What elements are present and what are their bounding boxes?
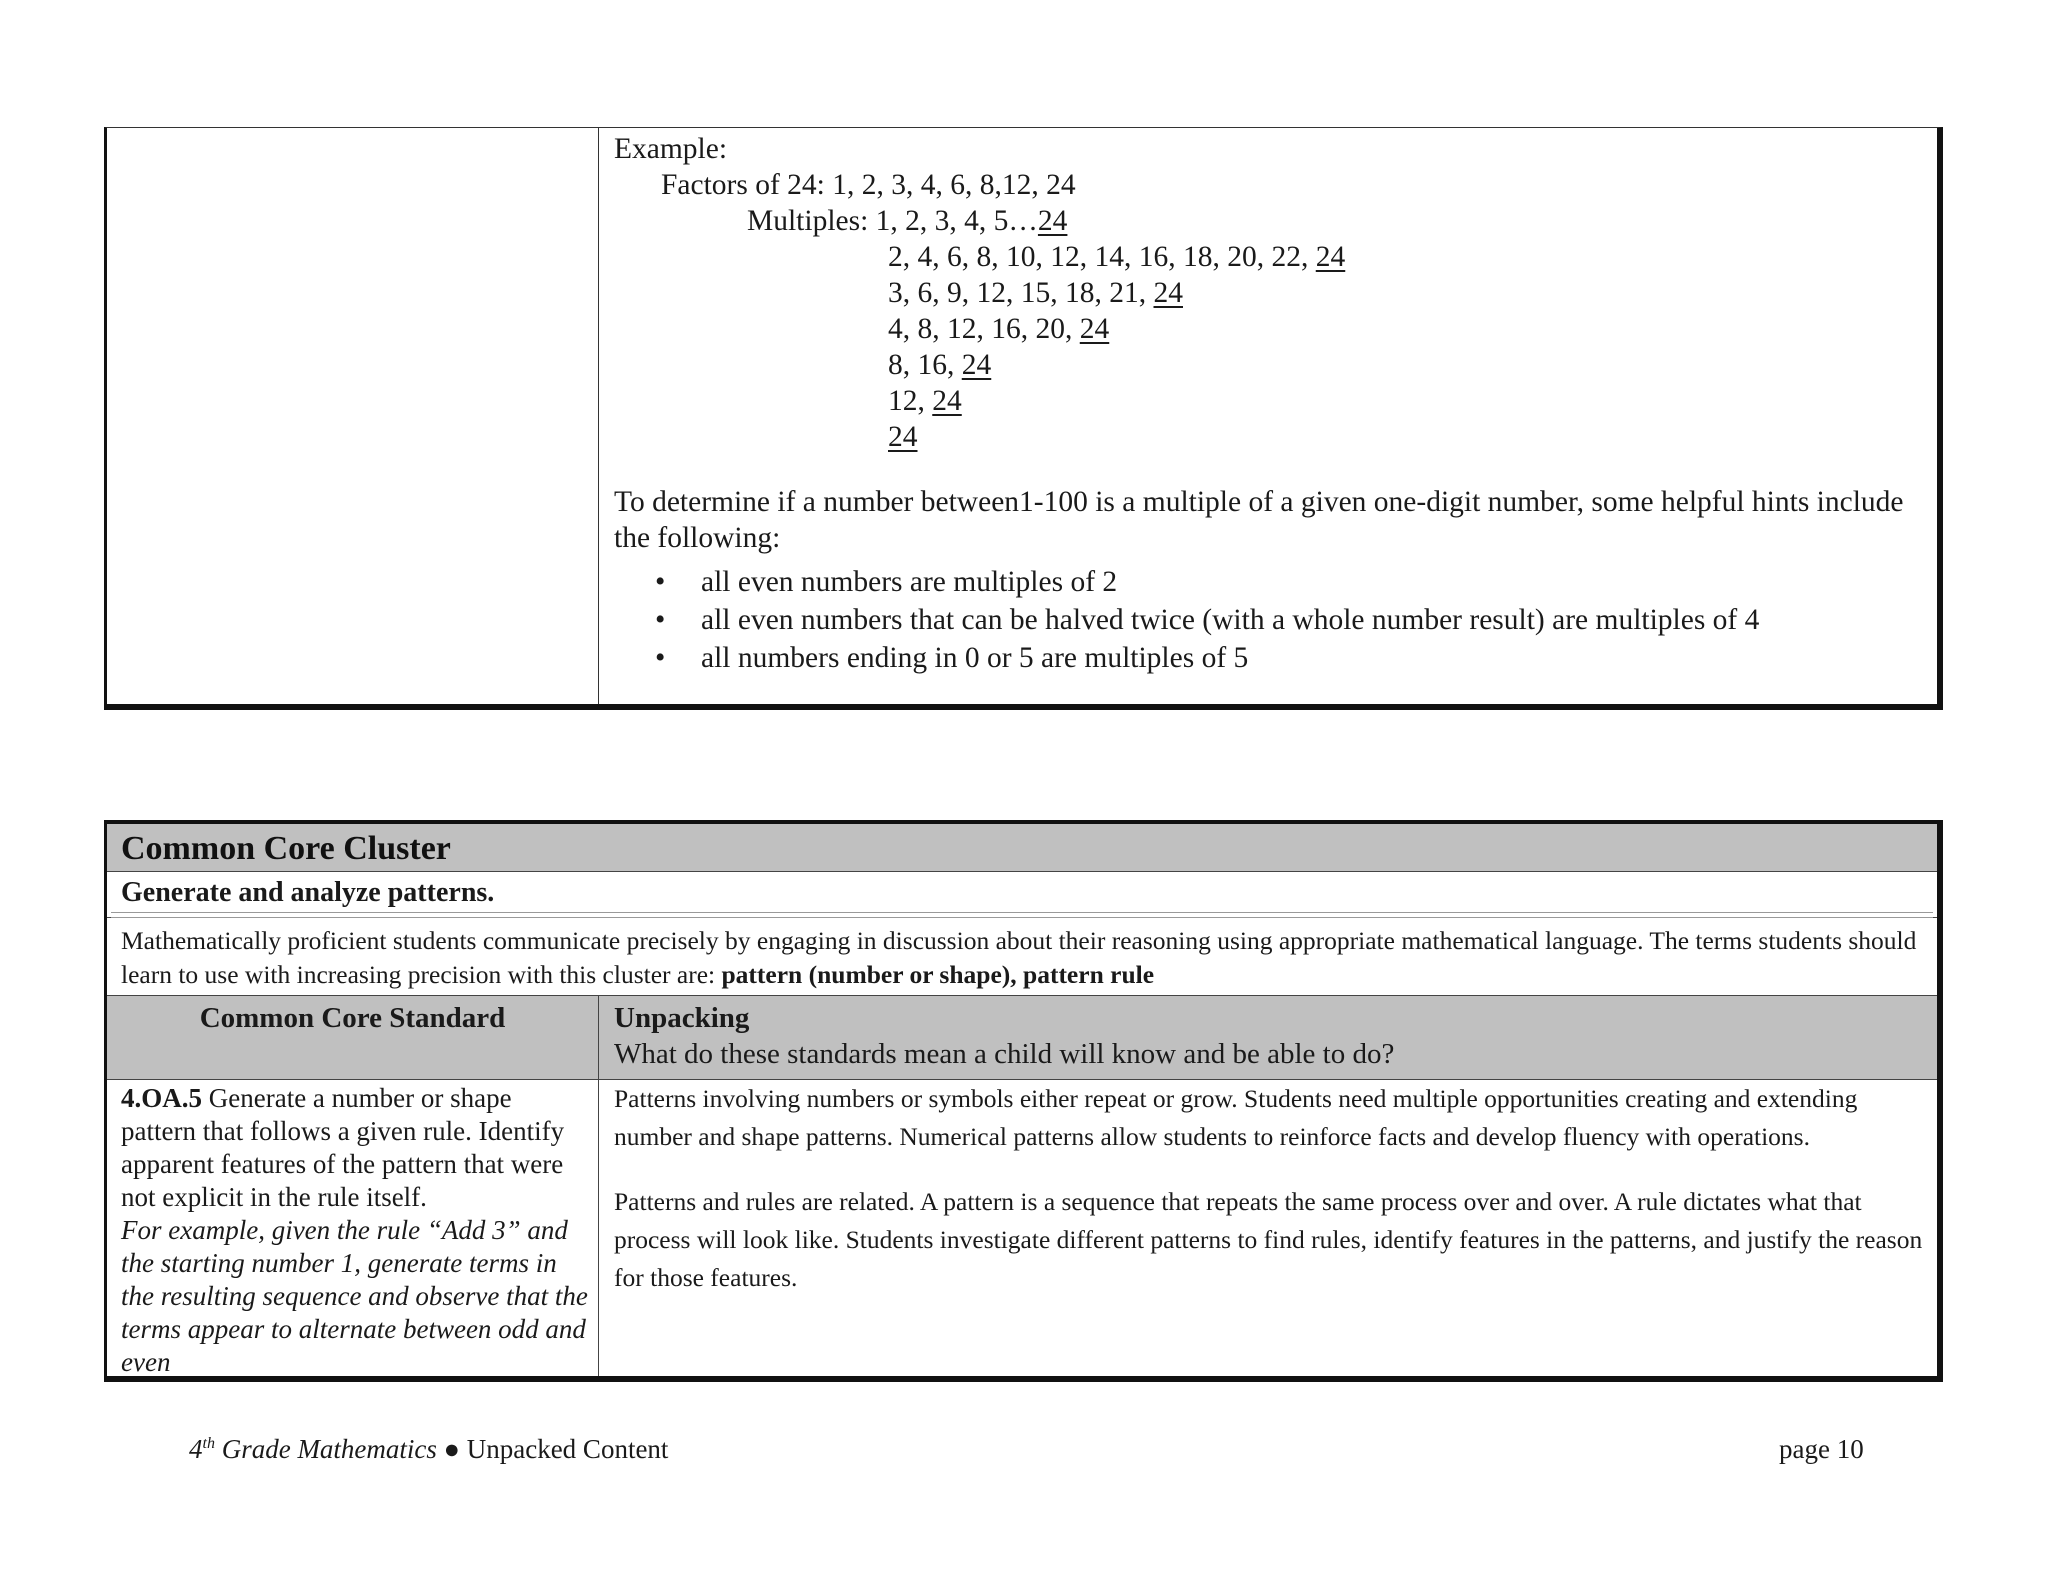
hints-list bbox=[655, 564, 1759, 678]
footer-title: 4th Grade Mathematics ● Unpacked Content bbox=[189, 1434, 669, 1464]
multiples-line: 4, 8, 12, 16, 20, 24 bbox=[888, 313, 1110, 345]
standard-cell bbox=[107, 1080, 599, 1376]
cluster-description-row bbox=[107, 918, 1937, 996]
cluster-table bbox=[104, 820, 1943, 1382]
list-item: • all even numbers are multiples of 2 bbox=[655, 564, 1759, 602]
cluster-description: Mathematically proficient students communicate precisely by engaging in discussion about their reasoning using appropriate mathematical language. The terms students should learn to use with increasing precision with this cluster are: pattern (number or shape), pattern rule bbox=[121, 926, 1917, 989]
factors-multiples-table bbox=[104, 127, 1943, 710]
example-cell bbox=[599, 128, 1937, 704]
cluster-header: Common Core Cluster bbox=[121, 830, 451, 867]
cluster-name-row bbox=[107, 872, 1937, 918]
column-header-row bbox=[107, 996, 1937, 1080]
cluster-name: Generate and analyze patterns. bbox=[121, 877, 495, 908]
multiples-line: 2, 4, 6, 8, 10, 12, 14, 16, 18, 20, 22, 24 bbox=[888, 241, 1346, 273]
unpacking-column-header: Unpacking What do these standards mean a child will know and be able to do? bbox=[614, 1002, 1395, 1070]
standard-text: Generate a number or shape pattern that follows a given rule. Identify apparent features of the pattern that were not explicit in the rule itself. bbox=[121, 1083, 565, 1212]
unpacking-paragraph: Patterns involving numbers or symbols either repeat or grow. Students need multiple opportunities creating and extending number and shape patterns. Numerical patterns allow students to reinforce facts and develop fluency with operations. bbox=[614, 1084, 1858, 1151]
standard-code: 4.OA.5 bbox=[121, 1083, 202, 1113]
cluster-header-row bbox=[107, 824, 1937, 872]
example-label: Example: bbox=[614, 133, 728, 165]
list-item: • all even numbers that can be halved twice (with a whole number result) are multiples of 4 bbox=[655, 602, 1759, 640]
bullet-icon: • bbox=[655, 604, 666, 636]
multiples-line: 12, 24 bbox=[888, 385, 962, 417]
multiples-line: 24 bbox=[888, 421, 918, 453]
cluster-terms: pattern (number or shape), pattern rule bbox=[721, 960, 1155, 989]
bullet-icon: • bbox=[655, 566, 666, 598]
multiples-line: 3, 6, 9, 12, 15, 18, 21, 24 bbox=[888, 277, 1183, 309]
standard-row bbox=[107, 1080, 1937, 1376]
unpacking-cell bbox=[614, 1080, 1930, 1297]
multiples-line: 8, 16, 24 bbox=[888, 349, 992, 381]
page-number: page 10 bbox=[1779, 1434, 1864, 1464]
standard-column-header: Common Core Standard bbox=[107, 996, 599, 1079]
factors-line: Factors of 24: 1, 2, 3, 4, 6, 8,12, 24 bbox=[661, 169, 1076, 201]
standard-example: For example, given the rule “Add 3” and the starting number 1, generate terms in the resulting sequence and observe that the terms appear to alternate between odd and even bbox=[121, 1215, 588, 1376]
multiples-line: Multiples: 1, 2, 3, 4, 5…24 bbox=[747, 205, 1068, 237]
hint-intro: To determine if a number between1-100 is a multiple of a given one-digit number, some helpful hints include the following: bbox=[614, 486, 1904, 554]
empty-standard-cell bbox=[107, 128, 599, 704]
list-item: • all numbers ending in 0 or 5 are multiples of 5 bbox=[655, 640, 1759, 678]
unpacking-paragraph: Patterns and rules are related. A pattern is a sequence that repeats the same process over and over. A rule dictates what that process will look like. Students investigate different patterns to find rules, identify features in the patterns, and justify the reason for those features. bbox=[614, 1187, 1923, 1292]
bullet-icon: • bbox=[655, 642, 666, 674]
